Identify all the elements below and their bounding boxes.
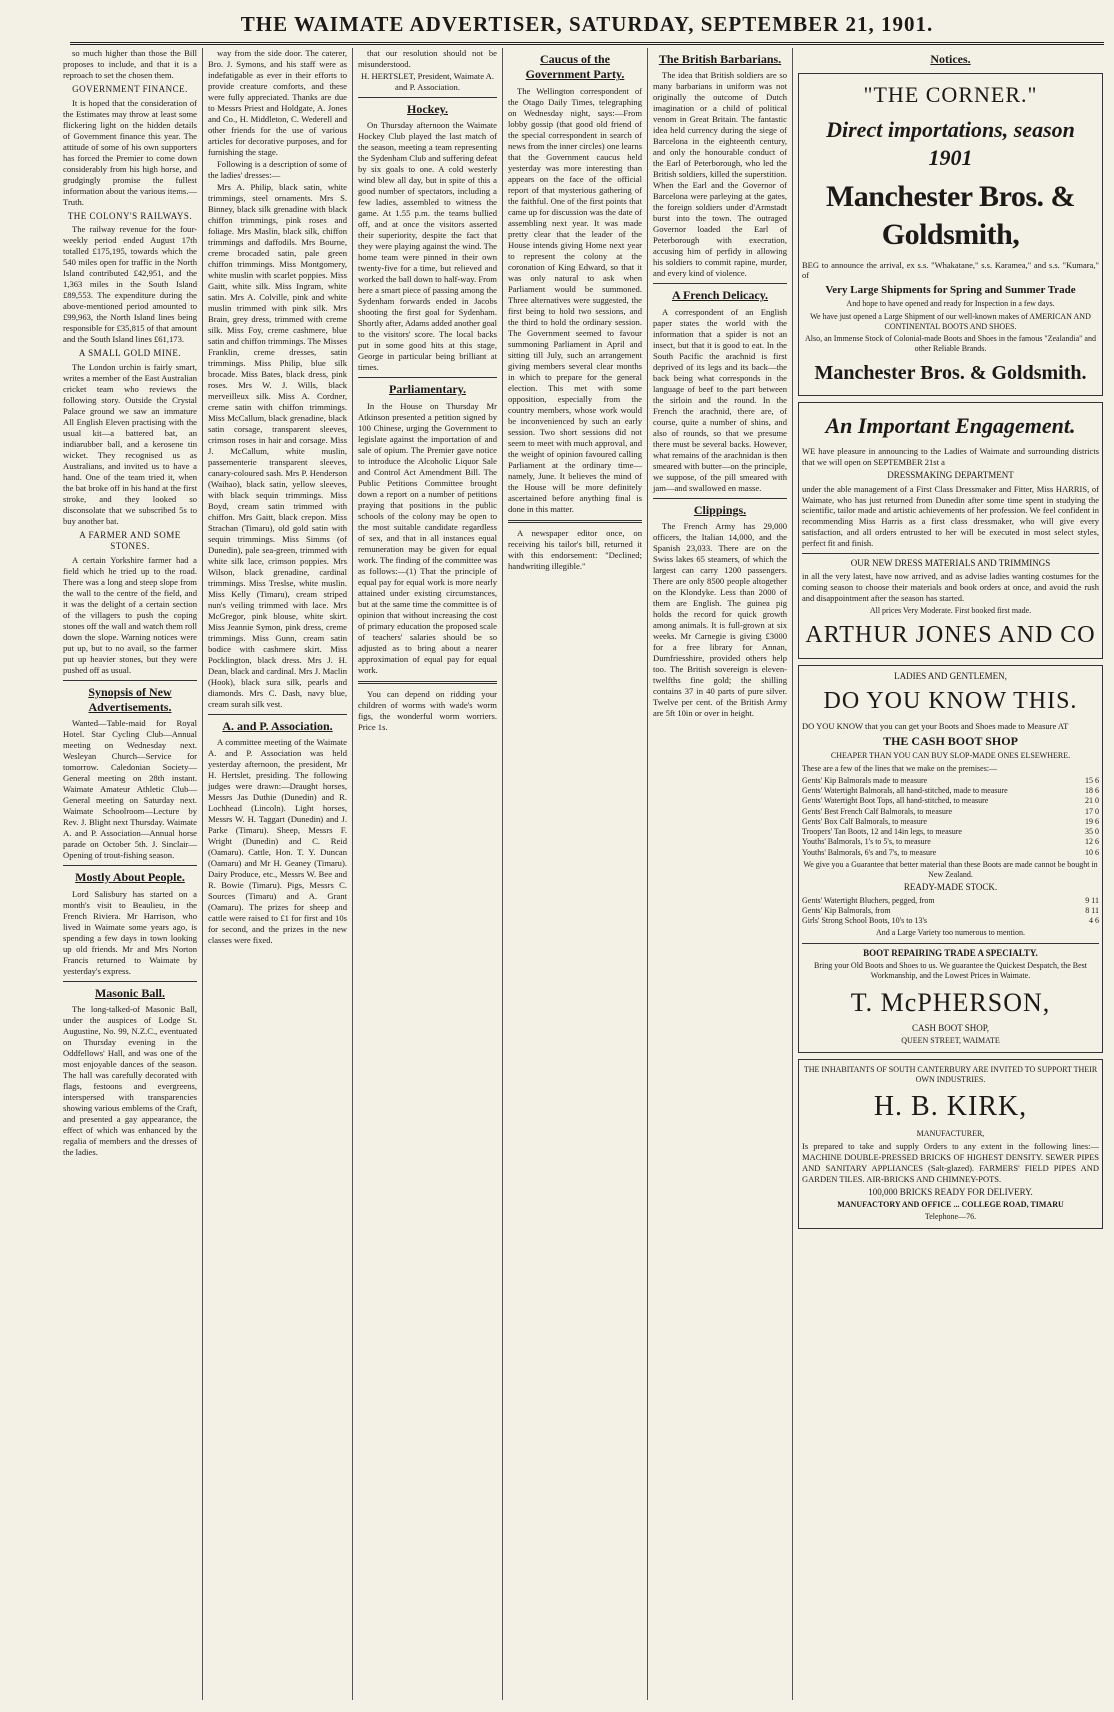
ad-mcpherson: T. McPHERSON,	[850, 987, 1051, 1017]
column-2	[203, 48, 353, 1700]
ad-dressmaking: DRESSMAKING DEPARTMENT	[887, 470, 1014, 481]
ad-editor-joke: A newspaper editor once, on receiving his tailor's bill, returned it with this endorsement: "Declined; handwriting illegible."	[508, 527, 642, 571]
divider	[208, 714, 347, 715]
price-row	[802, 827, 1099, 837]
ad-kirk-name: H. B. KIRK,	[873, 1091, 1028, 1123]
column-4	[503, 48, 648, 1700]
ad-office: MANUFACTORY AND OFFICE ... COLLEGE ROAD, TIMARU	[837, 1200, 1064, 1210]
price-value: 8 11	[1085, 906, 1099, 915]
divider	[358, 97, 497, 98]
price-item: Girls' Strong School Boots, 10's to 13's	[802, 916, 928, 926]
price-item: Gents' Kip Balmorals made to measure	[802, 775, 928, 785]
price-item: Gents' Watertight Boot Tops, all hand-stitched, to measure	[802, 796, 989, 806]
divider	[63, 865, 197, 866]
price-value: 12 6	[1085, 837, 1099, 847]
ad-prices-note: All prices Very Moderate. First booked first made.	[869, 606, 1032, 616]
article-caucus: The Wellington correspondent of the Otago Daily Times, telegraphing on Wednesday night, says:—From lobby gossip (that good old friend of the special correspondent in search of news from the inner circles) one learns that the Government caucus held yesterday was more interesting than appears on the face of the official report of that mysterious gathering of the faithful. One of the first points that came up for discussion was the date of assembling next year. It was made pretty clear that the leader of the House intends giving Home next year to represent the colony at the coronation of King Edward, so that it was only natural to ask when Parliament would be summoned. Three alternatives were suggested, the first being to hold two sessions, and the third to hold the ordinary session. The Government seemed to favour summoning Parliament in April and sitting till July, such an arrangement giving members several clear months in which to prepare for the general election. This met with some opposition, especially from the country members, whose work would be inconvenienced by such an early session. Two short sessions did not seem to meet with much approval, and the weight of opinion favoured calling Parliament at the ordinary time—namely, June. It believes the mind of the House will be more definitely ascertained before anything final is done in this matter.	[508, 85, 642, 514]
article-hockey: On Thursday afternoon the Waimate Hockey Club played the last match of the season, meeting a team representing the Sydenham Club and suffering defeat by six goals to one. A cold westerly wind blew all day, but in spite of this a good number of spectators, including a few ladies, assembled to witness the game. At 1.55 p.m. the teams bullied off, and at once the visitors asserted their superiority, despite the fact that they were playing against the wind. The home team were pinned in their own twenty-five for a time, but relieved and worked the ball down to half-way. From here a smart piece of passing among the Sydenham forwards ended in Jacobs shooting the first goal for Sydenham. Shortly after, Adams added another goal to the visitors' score. The local backs put in some good hits at this stage, George in particular being brilliant at times.	[358, 120, 497, 373]
ad-queen-street: QUEEN STREET, WAIMATE	[901, 1036, 1000, 1046]
ad-dressmaking-text: under the able management of a First Class Dressmaker and Fitter, Miss HARRIS, of Waimate, who has just returned from Dunedin after some time spent in studying the scientific, tailor made and artistic achievements of her profession. We feel confident in recommending Miss Harris as a first class dressmaker, who will give every satisfaction, and all orders entrusted to her will be executed in most select styles, perfect fit and finish.	[802, 483, 1099, 548]
divider	[63, 981, 197, 982]
price-list	[802, 776, 1099, 858]
ad-cheaper: CHEAPER THAN YOU CAN BUY SLOP-MADE ONES ELSEWHERE.	[830, 751, 1071, 761]
ad-ladies-gentlemen: LADIES AND GENTLEMEN,	[894, 670, 1007, 681]
ad-shipments: Very Large Shipments for Spring and Summer Trade	[825, 284, 1076, 297]
article-gold-mine: The London urchin is fairly smart, writes a member of the East Australian cricket team who reviews the following story. Outside the Crystal Palace ground we saw an immature All English Eleven practising with the usual kit—a battered bat, an indiarubber ball, and a kerosene tin wicket. They recognised us as Australians, and invited us to have a hand. One of the team tried it, when the bat broke off in his hand at the first stroke, and they looked so disconsolate that we subscribed 5s to buy another bat.	[63, 361, 197, 526]
ad-manufacturer: MANUFACTURER,	[916, 1129, 985, 1138]
price-item: Gents' Kip Balmorals, from	[802, 906, 891, 915]
price-value: 18 6	[1085, 786, 1099, 796]
divider	[358, 377, 497, 378]
heading-french-delicacy: A French Delicacy.	[671, 288, 769, 303]
price-item: Youths' Balmorals, 6's and 7's, to measure	[802, 847, 937, 857]
heading-notices: Notices.	[930, 52, 971, 66]
ad-repairing-text: Bring your Old Boots and Shoes to us. We guarantee the Quickest Despatch, the Best Workmanship, and the Lowest Prices in Waimate.	[814, 961, 1087, 981]
price-row	[802, 906, 1099, 916]
columns	[58, 48, 1108, 1700]
price-row	[802, 896, 1099, 906]
divider	[653, 283, 787, 284]
price-value: 10 6	[1085, 847, 1099, 857]
ad-do-you-know: DO YOU KNOW THIS.	[823, 688, 1078, 715]
article-intro: so much higher than those the Bill proposes to include, and that it is a reproach to set the chosen them.	[63, 48, 197, 80]
divider	[508, 520, 642, 523]
price-row	[802, 796, 1099, 806]
price-value: 19 6	[1085, 816, 1099, 826]
price-item: Gents' Watertight Bluchers, pegged, from	[802, 895, 935, 905]
article-resolution: that our resolution should not be misunderstood.	[358, 48, 497, 69]
heading-parliamentary: Parliamentary.	[389, 382, 466, 397]
price-row	[802, 817, 1099, 827]
article-dresses: Mrs A. Philip, black satin, white trimmings, steel ornaments. Mrs S. Binney, black silk grenadine with black chiffon trimmings, pink roses and foliage. Mrs Maslin, black silk, chiffon trimmings and daffodils. Mrs Bourne, creme brocaded satin, pale green chiffon trimmings. Miss Montgomery, white muslin with scarlet poppies. Miss Gaitt, white silk. Miss Ingram, white satin. Mrs A. Colville, pink and white muslin trimmed with pink silk. Mrs Brain, grey dress, trimmed with creme silk. Miss Foy, creme cashmere, blue satin and chiffon trimmings. The Misses Franklin, creme dresses, satin trimmings. Miss Philip, blue silk brocade. Miss Bates, black dress, pink roses. Mrs W. J. Wills, black merveilleux silk. Miss A. Cordner, creme satin with chiffon trimmings. Miss McCallum, black grenadine, black satin corsage, transparent sleeves, crimson roses in hair and corsage. Miss J. McCallum, white muslin, passementerie transparent sleeves, canary-coloured sash. Mrs P. Henderson (Waihao), black satin, yellow sleeves, with black sequin trimmings. Miss Boyd, cream satin trimmed with chiffon. Mrs Gaitt, black crepon. Miss Strachan (Timaru), old gold satin with sequin trimmings. Miss Simms (of Dunedin), pale sea-green, trimmed with white silk lace, crimson poppies. Mrs Wilson, black grenadine, cardinal trimmings. Miss Treslse, white muslin. Miss Kelly (Timaru), cream striped nun's veiling trimmed with lace. Mrs McGregor, pink blouse, white skirt. Miss Jeannie Symon, pink dress, creme trimmings. Miss Gunn, cream satin bodice with cashmere skirt. Miss Pocklington, black dress. Mrs J. H. Dean, black and cardinal. Mrs J. Maclin (Hook), black sura silk, pearls and diamonds. Mrs C. Dash, navy blue, cream surah silk vest.	[208, 182, 347, 709]
price-item: Gents' Best French Calf Balmorals, to measure	[802, 806, 953, 816]
divider	[802, 943, 1099, 944]
article-masonic-ball: The long-talked-of Masonic Ball, under the auspices of Lodge St. Augustine, No. 99, N.Z.C., eventuated on Thursday evening in the Oddfellows' Hall, and was one of the most enjoyable dances of the season. The hall was carefully decorated with flags, festoons and evergreens, interspersed with transparencies showing various emblems of the Craft, and presented a gay appearance, the effect of which was enhanced by the regalia of members and the dresses of the ladies.	[63, 1004, 197, 1158]
ad-few-lines: These are a few of the lines that we make on the premises:—	[802, 763, 998, 773]
ad-kirk-text: Is prepared to take and supply Orders to any extent in the following lines:— MACHINE DOUBLE-PRESSED BRICKS OF HIGHEST DENSITY. SEWER PIPES AND SANITARY APPLIANCES (Salt-glazed). FARMERS' FIELD PIPES AND GARDEN TILES. AIR-BRICKS AND CHIMNEY-POTS.	[802, 1141, 1099, 1184]
column-6-advertisements	[793, 48, 1108, 1700]
price-value: 9 11	[1085, 895, 1099, 905]
ad-cash-boot-shop	[798, 665, 1103, 1053]
heading-british-barbarians: The British Barbarians.	[658, 52, 782, 66]
price-value: 15 6	[1085, 775, 1099, 785]
ad-cash-boot-shop-sub: CASH BOOT SHOP,	[911, 1022, 990, 1033]
price-value: 4 6	[1089, 916, 1099, 926]
ad-opened: We have just opened a Large Shipment of our well-known makes of AMERICAN AND CONTINENTAL BOOTS AND SHOES.	[810, 311, 1091, 331]
heading-government-finance: GOVERNMENT FINANCE.	[72, 84, 188, 94]
article-french-delicacy: A correspondent of an English paper states the world with the information that a spider is not an insect, but that it is good to eat. In the South Pacific the arachnid is first deprived of its legs and its back—the back being what corresponds in the language of beef to the part between the sirloin and the round. In the French the arachnid, there are, of course, quite a number of shins, and also of rounds, so that we presume there must be several backs. However, what remains of the arachnidan is then smeared with butter—on the principle, we suppose, of the pill smeared with jam—and swallowed en masse.	[653, 306, 787, 493]
heading-caucus: Caucus of the Government Party.	[525, 52, 625, 82]
ad-worm-figs: You can depend on ridding your children of worms with wade's worm figs, the wonderful worm worriers. Price 1s.	[358, 688, 497, 732]
ad-direct-importations: Direct importations, season 1901	[826, 116, 1075, 170]
article-mostly-about-people: Lord Salisbury has started on a month's visit to Beaulieu, in the French Riviera. Mr Harrison, who lived in Waimate some years ago, is spending a few days in town looking up old friends. Mr and Mrs Norton Francis returned to Waimate by yesterday's express.	[63, 888, 197, 976]
article-ap-association: A committee meeting of the Waimate A. and P. Association was held yesterday afternoon, the president, Mr H. Hertslet, presiding. The following judges were drawn:—Draught horses, Messrs Jas Duthie (Dunedin) and R. Lochhead (Lincoln). Light horses, Messrs W. H. Taggart (Dunedin) and J. Parke (Timaru). Sheep, Messrs F. Wright (Dunedin) and C. Reid (Oamaru). Cattle, Hon. T. Y. Duncan (Oamaru) and Mr H. Geaney (Timaru). Dairy Produce, etc., Messrs W. Bee and R. Bowie (Timaru). Pigs, Messrs C. Sources (Timaru) and A. Grant (Oamaru). The prizes for sheep and cattle were raised to £1 for first and 10s for second, and the prizes in the new classes were fixed.	[208, 737, 347, 946]
ad-firm-name-2: Manchester Bros. & Goldsmith.	[814, 361, 1087, 384]
price-item: Gents' Watertight Balmorals, all hand-stitched, made to measure	[802, 786, 1008, 796]
column-5	[648, 48, 793, 1700]
ad-do-you-know-text: DO YOU KNOW that you can get your Boots and Shoes made to Measure AT	[802, 721, 1069, 732]
price-row	[802, 848, 1099, 858]
ad-hope: And hope to have opened and ready for Inspection in a few days.	[846, 299, 1055, 309]
ad-beg-text: BEG to announce the arrival, ex s.s. "Whakatane," s.s. Karamea," and s.s. "Kumara," of	[802, 259, 1099, 281]
ad-repairing: BOOT REPAIRING TRADE A SPECIALTY.	[863, 947, 1038, 958]
heading-mostly-about-people: Mostly About People.	[75, 870, 185, 885]
article-synopsis: Wanted—Table-maid for Royal Hotel. Star Cycling Club—Annual meeting on Wednesday next. Wesleyan Church—Service for tomorrow. Caledonian Society—General meeting on 28th instant. Waimate Amateur Athletic Club—General meeting on Saturday next. Waimate Schoolroom—Lecture by Rev. J. Blight next Thursday. Waimate A. and P. Association—Annual horse parade on October 5th. J. Sinclair—Opening of trout-fishing season.	[63, 718, 197, 861]
ad-inhabitants: THE INHABITANTS OF SOUTH CANTERBURY ARE INVITED TO SUPPORT THEIR OWN INDUSTRIES.	[803, 1064, 1098, 1084]
heading-synopsis: Synopsis of New Advertisements.	[88, 684, 172, 714]
divider	[802, 553, 1099, 554]
heading-clippings: Clippings.	[693, 502, 747, 517]
column-3	[353, 48, 503, 1700]
article-dresses-intro: Following is a description of some of the ladies' dresses:—	[208, 159, 347, 180]
ad-corner-title: "THE CORNER."	[863, 82, 1038, 108]
ad-materials: OUR NEW DRESS MATERIALS AND TRIMMINGS	[850, 557, 1051, 568]
price-item: Youths' Balmorals, 1's to 5's, to measure	[802, 837, 931, 847]
heading-farmer: A FARMER AND SOME STONES.	[79, 529, 181, 552]
ad-firm-name: Manchester Bros. & Goldsmith,	[825, 179, 1076, 252]
price-row	[802, 837, 1099, 847]
article-parliamentary: In the House on Thursday Mr Atkinson presented a petition signed by 100 Chinese, urging the Government to legislate against the importation of and sale of opium. The Premier gave notice to introduce the Alcoholic Liquor Sale and Control Act Amendment Bill. The Public Petitions Committee brought down a report on a number of petitions praying that positions in the public schools of the colony may be open to the most suitable candidate regardless of sex, and that in all instances equal remuneration may be given for equal work. The finding of the committee was as follows:—(1) That the principle of equal pay for equal work is more nearly attained under existing circumstances, but at the same time the committee is of opinion that without increasing the cost of primary education the proposed scale of teachers' salaries should be so adjusted as to bring about a nearer approximation of equal pay for equal work.	[358, 400, 497, 675]
heading-ap-association: A. and P. Association.	[222, 719, 333, 733]
price-value: 35 0	[1085, 827, 1099, 837]
price-value: 17 0	[1085, 806, 1099, 816]
divider	[63, 680, 197, 681]
article-british-barbarians: The idea that British soldiers are so many barbarians in uniform was not originally the outcome of Dutch imagination or a child of political venom in Great Britain. The fantastic idea held currency during the siege of Barcelona in the eighteenth century, and only the honourable conduct of the Earl of Peterborough, who led the British soldiers, killed the superstition. When the Earl and the Governor of Barcelona were parleying at the gates, the foreign soldiers under d'Armstadt burst into the town. The outraged Governor loaded the Earl of Peterborough with execration, accusing him of perfidy in allowing his soldiers to commit rapine, murder, and every kind of violence.	[653, 70, 787, 279]
article-clippings: The French Army has 29,000 officers, the Italian 14,000, and the Spanish 23,033. There are on the Swiss lakes 65 steamers, of which the largest can carry 1200 passengers. There are only 8500 people altogether on the Klondyke. Less than 2000 of them are English. The guinea pig holds the record for quick growth among animals. It is full-grown at six weeks. Mr Carnegie is giving £3000 for a free library for Annan, Dumfriesshire, provided others help too. The British sovereign is eleven-twelfths fine gold; the shilling contains 37 in 40 parts of pure silver. Twelve per cent. of the British Army are 5ft 10in or over in height.	[653, 521, 787, 719]
ad-engagement-text: WE have pleasure in announcing to the Ladies of Waimate and surrounding districts that we will open on SEPTEMBER 21st a	[802, 446, 1099, 468]
price-row	[802, 776, 1099, 786]
ready-made-list	[802, 896, 1099, 927]
divider	[358, 681, 497, 684]
price-row	[802, 786, 1099, 796]
ad-materials-text: in all the very latest, have now arrived, and as advise ladies wanting costumes for the coming season to choose their materials and book orders at once, and avoid the rush and disappointment after the season has started.	[802, 571, 1099, 604]
heading-railways: THE COLONY'S RAILWAYS.	[67, 210, 193, 221]
price-value: 21 0	[1085, 796, 1099, 806]
price-item: Gents' Box Calf Balmorals, to measure	[802, 816, 927, 826]
masthead-title: THE WAIMATE ADVERTISER, SATURDAY, SEPTEMBER 21, 1901.	[240, 12, 934, 36]
article-farmer: A certain Yorkshire farmer had a field which he tried up to the road. There was a long and steep slope from the wall to the centre of the field, and it was the delight of a certain section of the villagers to push the coping stones off the wall and watch them roll down the slope. Warning notices were put up, but to no avail, so the farmer put up heavier stones, but they were pushed off as usual.	[63, 554, 197, 675]
heading-masonic-ball: Masonic Ball.	[94, 985, 165, 1000]
price-row	[802, 916, 1099, 926]
signature: H. HERTSLET, President, Waimate A. and P. Association.	[360, 71, 495, 92]
price-item: Troopers' Tan Boots, 12 and 14in legs, to measure	[802, 827, 962, 837]
ad-variety: And a Large Variety too numerous to mention.	[875, 928, 1025, 938]
divider	[653, 498, 787, 499]
article-government-finance: It is hoped that the consideration of the Estimates may throw at least some flickering light on the hidden details of Government finance this year. The attitude of some of his own supporters has forced the Premier to come down considerably from his high horse, and grudgingly promise the fullest information about the various items.—Truth.	[63, 97, 197, 207]
ad-engagement-title: An Important Engagement.	[825, 413, 1076, 439]
ad-cash-boot-shop-title: THE CASH BOOT SHOP	[883, 734, 1018, 749]
ad-manchester-bros	[798, 73, 1103, 396]
ad-kirk	[798, 1059, 1103, 1229]
ad-arthur-jones	[798, 402, 1103, 659]
ad-also: Also, an Immense Stock of Colonial-made Boots and Shoes in the famous "Zealandia" and other Reliable Brands.	[805, 334, 1096, 354]
article-railways: The railway revenue for the four-weekly period ended August 17th totalled £175,195, towards which the 540 miles open for traffic in the North Island contributed £42,951, and the 1,363 miles in the South Island £89,553. The expenditure during the above-mentioned period amounted to £99,963, the North Island lines being responsible for £35,815 of that amount and the South Island lines £61,173.	[63, 224, 197, 345]
heading-hockey: Hockey.	[407, 102, 448, 116]
ad-guarantee: We give you a Guarantee that better material than these Boots are made cannot be bought in New Zealand.	[803, 859, 1098, 880]
ad-bricks: 100,000 BRICKS READY FOR DELIVERY.	[868, 1186, 1033, 1197]
heading-gold-mine: A SMALL GOLD MINE.	[78, 348, 182, 359]
ad-arthur-jones-name: ARTHUR JONES AND CO	[805, 622, 1096, 649]
ad-ready-made: READY-MADE STOCK.	[903, 882, 998, 893]
price-row	[802, 807, 1099, 817]
column-1	[58, 48, 203, 1700]
masthead	[70, 12, 1104, 45]
ad-telephone: Telephone—76.	[924, 1212, 977, 1222]
article-masonic-cont: way from the side door. The caterer, Bro. J. Symons, and his staff were as indefatigable as ever in their efforts to provide creature comforts, and these were fully appreciated. Thanks are due to Messrs Priest and Holdgate, A. Jones and Co., H. Middleton, C. Wederell and other friends for the use of various articles for decorative purposes, and for furnishing the stage.	[208, 48, 347, 157]
